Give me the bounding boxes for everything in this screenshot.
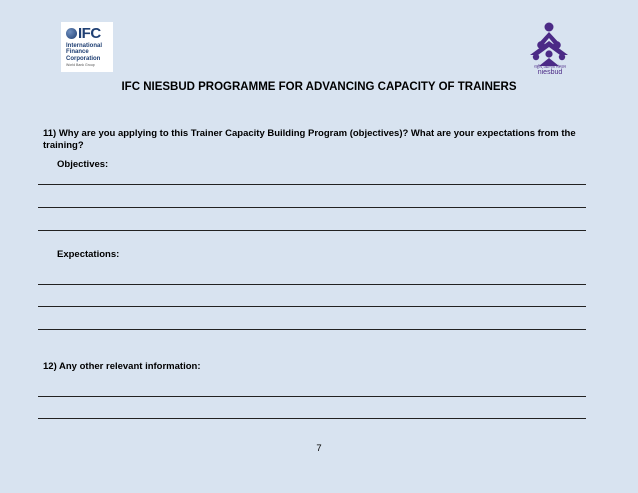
ifc-logo-subtitle: World Bank Group bbox=[66, 63, 95, 68]
niesbud-logo-text: niesbud bbox=[537, 69, 563, 76]
objectives-label: Objectives: bbox=[57, 159, 109, 170]
other-info-answer-line-2[interactable] bbox=[38, 418, 586, 419]
ifc-logo-mark-text: IFC bbox=[78, 25, 101, 42]
ifc-logo bbox=[61, 22, 113, 72]
expectations-answer-line-2[interactable] bbox=[38, 306, 586, 307]
ifc-logo-text bbox=[66, 43, 102, 69]
ifc-logo-mark bbox=[66, 26, 101, 41]
objectives-answer-line-2[interactable] bbox=[38, 207, 586, 208]
question-11: 11) Why are you applying to this Trainer Capacity Building Program (objectives)? What are your expectations from the training? bbox=[43, 128, 576, 151]
page-title: IFC NIESBUD PROGRAMME FOR ADVANCING CAPACITY OF TRAINERS bbox=[121, 81, 517, 93]
objectives-answer-line-3[interactable] bbox=[38, 230, 586, 231]
niesbud-logo-hindi: राष्ट्रीय उद्यमिता संस्थान bbox=[533, 64, 567, 69]
ifc-logo-line-1: International bbox=[66, 43, 103, 49]
globe-icon bbox=[66, 28, 77, 39]
page-number: 7 bbox=[316, 443, 322, 454]
question-12: 12) Any other relevant information: bbox=[43, 361, 201, 372]
expectations-answer-line-1[interactable] bbox=[38, 284, 586, 285]
ifc-logo-line-3: Corporation bbox=[66, 55, 101, 62]
ifc-logo-line-2: Finance bbox=[66, 49, 89, 56]
other-info-answer-line-1[interactable] bbox=[38, 396, 586, 397]
objectives-answer-line-1[interactable] bbox=[38, 184, 586, 185]
expectations-label: Expectations: bbox=[57, 249, 120, 260]
expectations-answer-line-3[interactable] bbox=[38, 329, 586, 330]
